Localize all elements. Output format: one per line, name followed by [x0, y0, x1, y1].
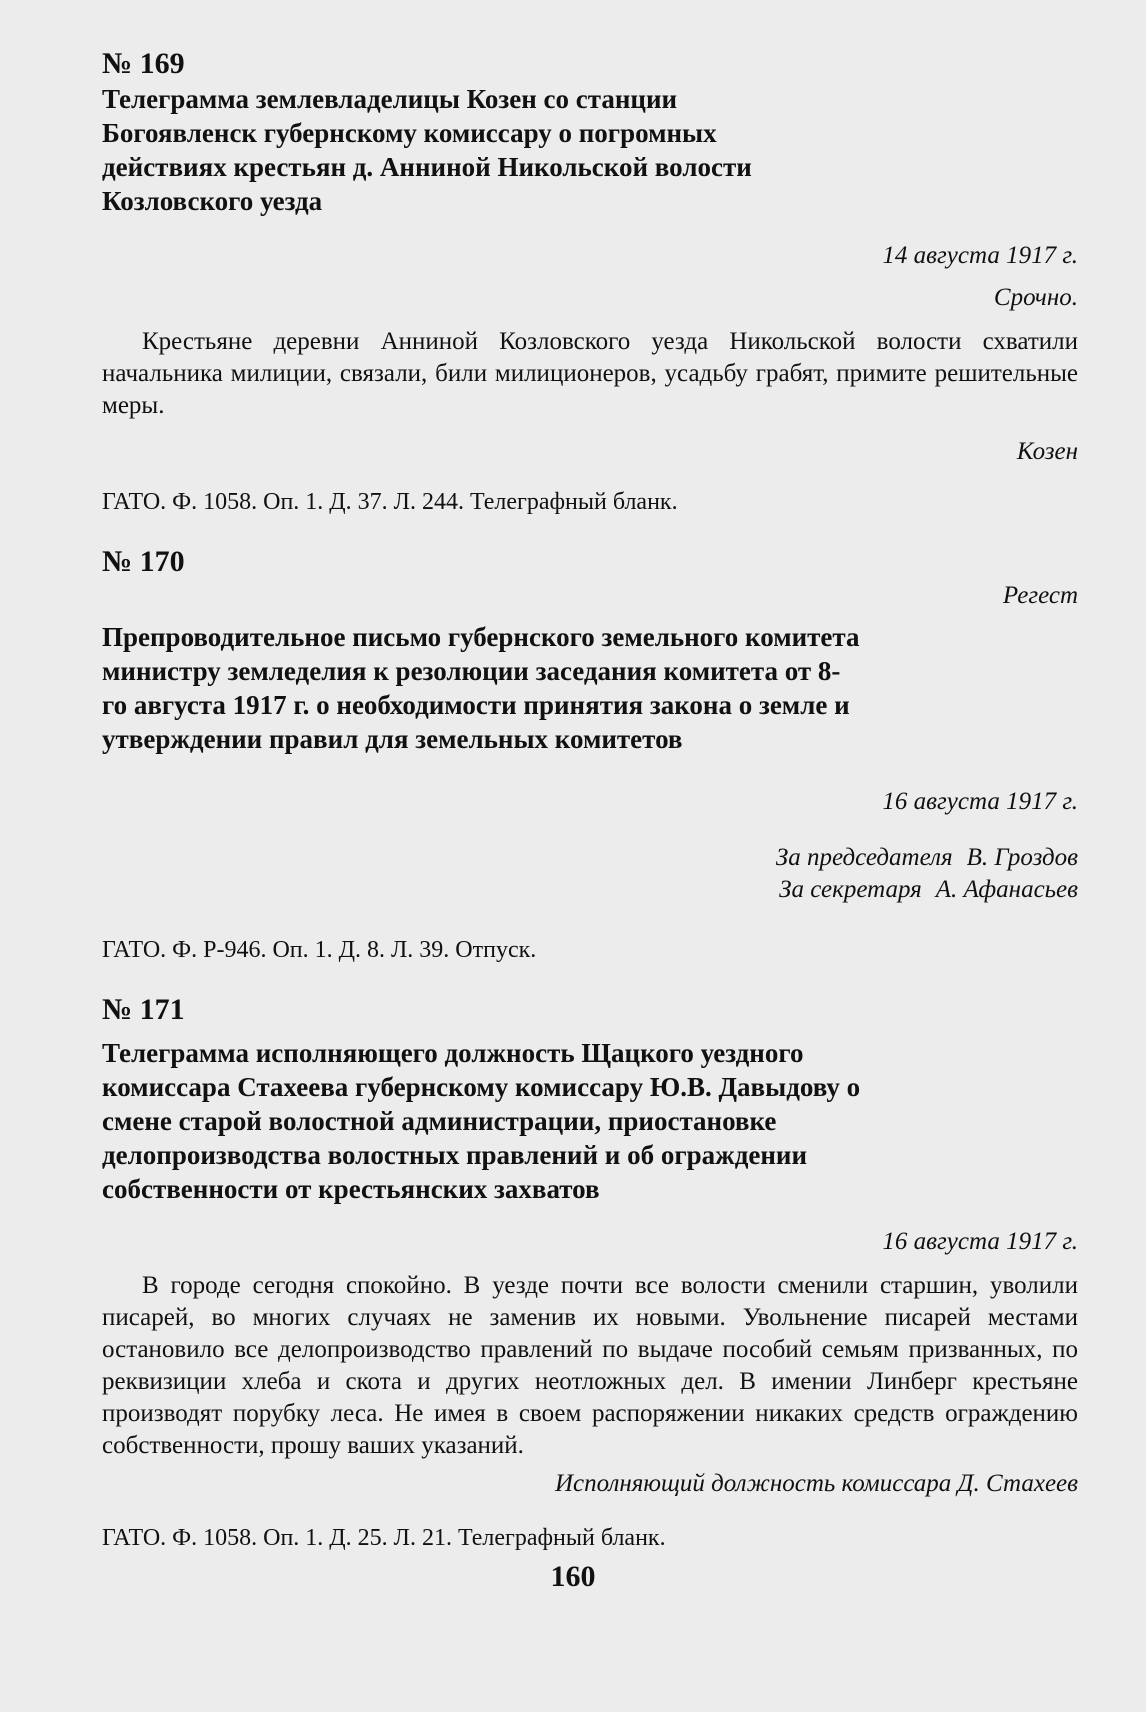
document-number: № 169: [102, 47, 185, 80]
document-type: Регест: [1002, 582, 1078, 609]
document-number: № 171: [102, 993, 185, 1026]
signature-secretary: [102, 874, 1078, 906]
document-169: [102, 46, 1078, 518]
archive-reference: ГАТО. Ф. Р-946. Оп. 1. Д. 8. Л. 39. Отпуск.: [102, 937, 537, 963]
document-title: Телеграмма землевладелицы Козен со станции Богоявленск губернскому комиссару о погромных действиях крестьян д. Анниной Никольской волости Козловского уезда: [102, 84, 752, 216]
urgency-mark: Срочно.: [993, 284, 1078, 311]
document-date: 16 августа 1917 г.: [882, 788, 1078, 815]
signature-role: За председателя: [775, 844, 953, 871]
document-title: Телеграмма исполняющего должность Щацкого уездного комиссара Стахеева губернскому комиссару Ю.В. Давыдову о смене старой волостной администрации, приостановке делопроизводства волостных правлений и об ограждении собственности от крестьянских захватов: [102, 1038, 861, 1204]
page-number: 160: [550, 1560, 596, 1593]
document-date: 14 августа 1917 г.: [882, 242, 1078, 269]
signature-name: А. Афанасьев: [935, 876, 1078, 903]
archive-reference: ГАТО. Ф. 1058. Оп. 1. Д. 37. Л. 244. Телеграфный бланк.: [102, 489, 678, 515]
page-content: [102, 46, 1078, 1554]
signature-chairman: [102, 842, 1078, 874]
document-number: № 170: [102, 545, 185, 578]
document-body: Крестьяне деревни Анниной Козловского уезда Никольской волости схватили начальника милиции, связали, били милиционеров, усадьбу грабят, примите решительные меры.: [102, 328, 1078, 419]
signature: Исполняющий должность комиссара Д. Стахеев: [554, 1470, 1078, 1497]
signature-role: За секретаря: [779, 876, 922, 903]
signature-name: В. Гроздов: [966, 844, 1078, 871]
document-title: Препроводительное письмо губернского земельного комитета министру земледелия к резолюции заседания комитета от 8-го августа 1917 г. о необходимости принятия закона о земле и утверждении правил для земельных комитетов: [102, 622, 860, 754]
document-body: В городе сегодня спокойно. В уезде почти все волости сменили старшин, уволили писарей, во многих случаях не заменив их новыми. Увольнение писарей местами остановило все делопроизводство правлений по выдаче пособий семьям призванных, по реквизиции хлеба и скота и других неотложных дел. В имении Линберг крестьяне производят порубку леса. Не имея в своем распоряжении никаких средств ограждению собственности, прошу ваших указаний.: [102, 1272, 1078, 1459]
document-170: [102, 544, 1078, 966]
document-171: [102, 992, 1078, 1554]
archive-reference: ГАТО. Ф. 1058. Оп. 1. Д. 25. Л. 21. Телеграфный бланк.: [102, 1525, 666, 1551]
document-date: 16 августа 1917 г.: [882, 1228, 1078, 1255]
signature: Козен: [1016, 438, 1078, 465]
signature-block: [102, 842, 1078, 906]
